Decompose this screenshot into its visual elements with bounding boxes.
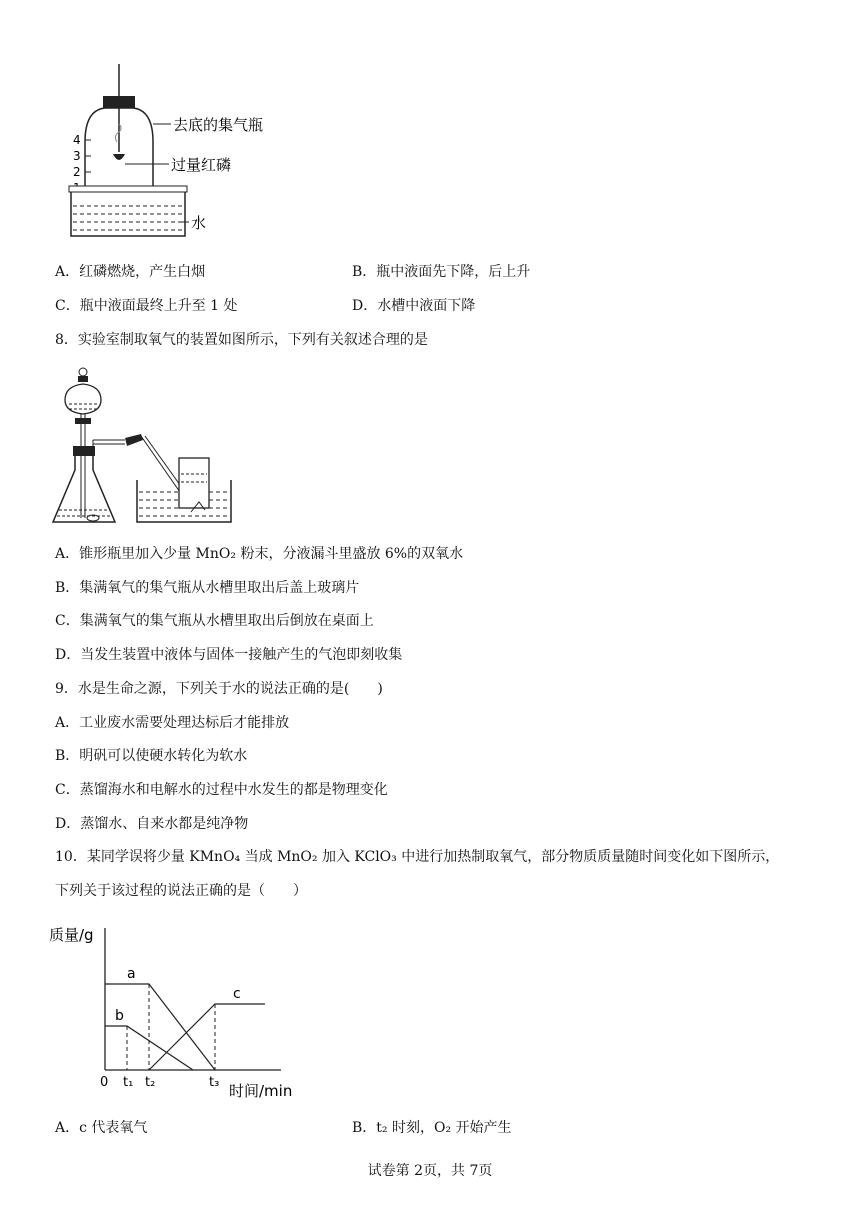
figure-oxygen-apparatus	[45, 362, 235, 530]
figure-bell-jar-apparatus	[55, 62, 295, 244]
q9-option-b: B．明矾可以使硬水转化为软水	[55, 748, 248, 764]
q7-option-b: B．瓶中液面先下降，后上升	[352, 264, 531, 280]
graph-x-label: 时间/min	[229, 1082, 293, 1100]
q10-stem-line1: 10．某同学误将少量 KMnO₄ 当成 MnO₂ 加入 KClO₃ 中进行加热制取氧气，部分物质质量随时间变化如下图所示，	[55, 849, 780, 865]
curve-label-c: c	[233, 986, 241, 1002]
q7-option-d: D．水槽中液面下降	[352, 298, 476, 314]
label-phosphorus: 过量红磷	[171, 156, 232, 174]
page-footer: 试卷第 2页，共 7页	[367, 1163, 493, 1179]
graph-t1: t₁	[123, 1075, 134, 1090]
label-water: 水	[191, 214, 207, 232]
q8-option-b: B．集满氧气的集气瓶从水槽里取出后盖上玻璃片	[55, 580, 360, 596]
graph-origin: 0	[100, 1075, 109, 1090]
q10-option-b: B．t₂ 时刻，O₂ 开始产生	[352, 1120, 512, 1136]
q8-option-d: D．当发生装置中液体与固体一接触产生的气泡即刻收集	[55, 647, 403, 663]
curve-label-a: a	[127, 966, 136, 982]
q8-option-a: A．锥形瓶里加入少量 MnO₂ 粉末，分液漏斗里盛放 6%的双氧水	[55, 546, 464, 562]
scale-tick-4: 4	[73, 133, 81, 147]
q9-stem: 9．水是生命之源，下列关于水的说法正确的是( )	[55, 681, 383, 697]
q9-option-c: C．蒸馏海水和电解水的过程中水发生的都是物理变化	[55, 782, 388, 798]
graph-y-label: 质量/g	[49, 926, 94, 944]
figure-mass-time-graph	[45, 920, 305, 1110]
q9-option-a: A．工业废水需要处理达标后才能排放	[55, 715, 290, 731]
scale-tick-3: 3	[73, 149, 81, 163]
q10-option-a: A．c 代表氧气	[55, 1120, 148, 1136]
q9-option-d: D．蒸馏水、自来水都是纯净物	[55, 816, 249, 832]
q10-stem-line2: 下列关于该过程的说法正确的是（ ）	[55, 883, 307, 899]
graph-t2: t₂	[145, 1075, 156, 1090]
q8-option-c: C．集满氧气的集气瓶从水槽里取出后倒放在桌面上	[55, 613, 374, 629]
q7-option-a: A．红磷燃烧，产生白烟	[55, 264, 206, 280]
q8-stem: 8．实验室制取氧气的装置如图所示，下列有关叙述合理的是	[55, 332, 428, 348]
curve-label-b: b	[115, 1008, 124, 1024]
scale-tick-2: 2	[73, 165, 81, 179]
q7-option-c: C．瓶中液面最终上升至 1 处	[55, 298, 238, 314]
graph-t3: t₃	[209, 1075, 220, 1090]
label-bottle: 去底的集气瓶	[173, 116, 264, 134]
